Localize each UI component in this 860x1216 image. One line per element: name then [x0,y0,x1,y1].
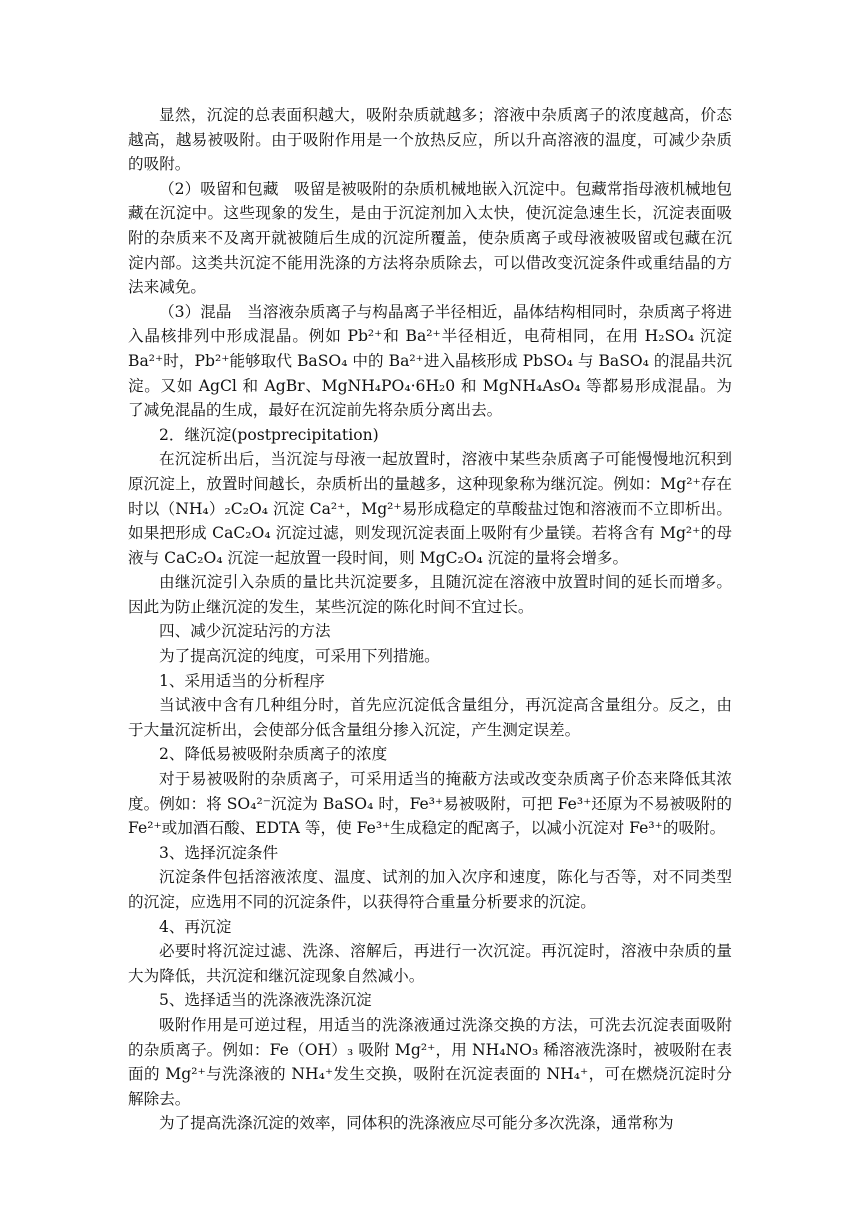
paragraph-precipitation-conditions: 沉淀条件包括溶液浓度、温度、试剂的加入次序和速度，陈化与否等，对不同类型的沉淀，应选用不同的沉淀条件，以获得符合重量分析要求的沉淀。 [128,868,732,911]
paragraph-washing: 吸附作用是可逆过程，用适当的洗涤液通过洗涤交换的方法，可洗去沉淀表面吸附的杂质离子。例如：Fe（OH）₃ 吸附 Mg²⁺，用 NH₄NO₃ 稀溶液洗涤时，被吸附在表面的 Mg²⁺与洗涤液的 NH₄⁺发生交换，吸附在沉淀表面的 NH₄⁺，可在燃烧沉淀时分解除去。 [128,1015,732,1108]
document-body [128,103,732,1136]
heading-postprecipitation: 2．继沉淀(postprecipitation) [159,425,379,444]
paragraph-postprecipitation-note: 由继沉淀引入杂质的量比共沉淀要多，且随沉淀在溶液中放置时间的延长而增多。因此为防止继沉淀的发生，某些沉淀的陈化时间不宜过长。 [128,573,732,616]
heading-reprecipitation: 4、再沉淀 [159,917,232,936]
heading-analysis-procedure: 1、采用适当的分析程序 [159,671,325,690]
paragraph-lower-concentration: 对于易被吸附的杂质离子，可采用适当的掩蔽方法或改变杂质离子价态来降低其浓度。例如：将 SO₄²⁻沉淀为 BaSO₄ 时，Fe³⁺易被吸附，可把 Fe³⁺还原为不易被吸附的 Fe²⁺或加酒石酸、EDTA 等，使 Fe³⁺生成稳定的配离子，以减小沉淀对 Fe³⁺的吸附。 [128,770,732,838]
paragraph-measures-intro: 为了提高沉淀的纯度，可采用下列措施。 [159,647,440,666]
paragraph-analysis-procedure: 当试液中含有几种组分时，首先应沉淀低含量组分，再沉淀高含量组分。反之，由于大量沉淀析出，会使部分低含量组分掺入沉淀，产生测定误差。 [128,696,732,739]
heading-washing: 5、选择适当的洗涤液洗涤沉淀 [159,991,372,1010]
paragraph-reprecipitation: 必要时将沉淀过滤、洗涤、溶解后，再进行一次沉淀。再沉淀时，溶液中杂质的量大为降低，共沉淀和继沉淀现象自然减小。 [128,942,732,985]
paragraph-postprecipitation: 在沉淀析出后，当沉淀与母液一起放置时，溶液中某些杂质离子可能慢慢地沉积到原沉淀上，放置时间越长，杂质析出的量越多，这种现象称为继沉淀。例如：Mg²⁺存在时以（NH₄）₂C₂O₄ 沉淀 Ca²⁺，Mg²⁺易形成稳定的草酸盐过饱和溶液而不立即析出。如果把形成 CaC₂O₄ 沉淀过滤，则发现沉淀表面上吸附有少量镁。若将含有 Mg²⁺的母液与 CaC₂O₄ 沉淀一起放置一段时间，则 MgC₂O₄ 沉淀的量将会增多。 [128,450,732,567]
paragraph-occlusion: （2）吸留和包藏 吸留是被吸附的杂质机械地嵌入沉淀中。包藏常指母液机械地包藏在沉淀中。这些现象的发生，是由于沉淀剂加入太快，使沉淀急速生长，沉淀表面吸附的杂质来不及离开就被随后生成的沉淀所覆盖，使杂质离子或母液被吸留或包藏在沉淀内部。这类共沉淀不能用洗涤的方法将杂质除去，可以借改变沉淀条件或重结晶的方法来减免。 [128,179,732,297]
paragraph-washing-efficiency: 为了提高洗涤沉淀的效率，同体积的洗涤液应尽可能分多次洗涤，通常称为 [159,1114,674,1133]
paragraph-adsorption-summary: 显然，沉淀的总表面积越大，吸附杂质就越多；溶液中杂质离子的浓度越高，价态越高，越易被吸附。由于吸附作用是一个放热反应，所以升高溶液的温度，可减少杂质的吸附。 [128,106,732,174]
heading-reduce-contamination: 四、减少沉淀玷污的方法 [159,622,331,641]
heading-lower-concentration: 2、降低易被吸附杂质离子的浓度 [159,745,388,764]
heading-precipitation-conditions: 3、选择沉淀条件 [159,843,279,862]
paragraph-mixed-crystal: （3）混晶 当溶液杂质离子与构晶离子半径相近，晶体结构相同时，杂质离子将进入晶核排列中形成混晶。例如 Pb²⁺和 Ba²⁺半径相近，电荷相同，在用 H₂SO₄ 沉淀 Ba²⁺时，Pb²⁺能够取代 BaSO₄ 中的 Ba²⁺进入晶核形成 PbSO₄ 与 BaSO₄ 的混晶共沉淀。又如 AgCl 和 AgBr、MgNH₄PO₄·6H₂0 和 MgNH₄AsO₄ 等都易形成混晶。为了减免混晶的生成，最好在沉淀前先将杂质分离出去。 [128,302,732,420]
